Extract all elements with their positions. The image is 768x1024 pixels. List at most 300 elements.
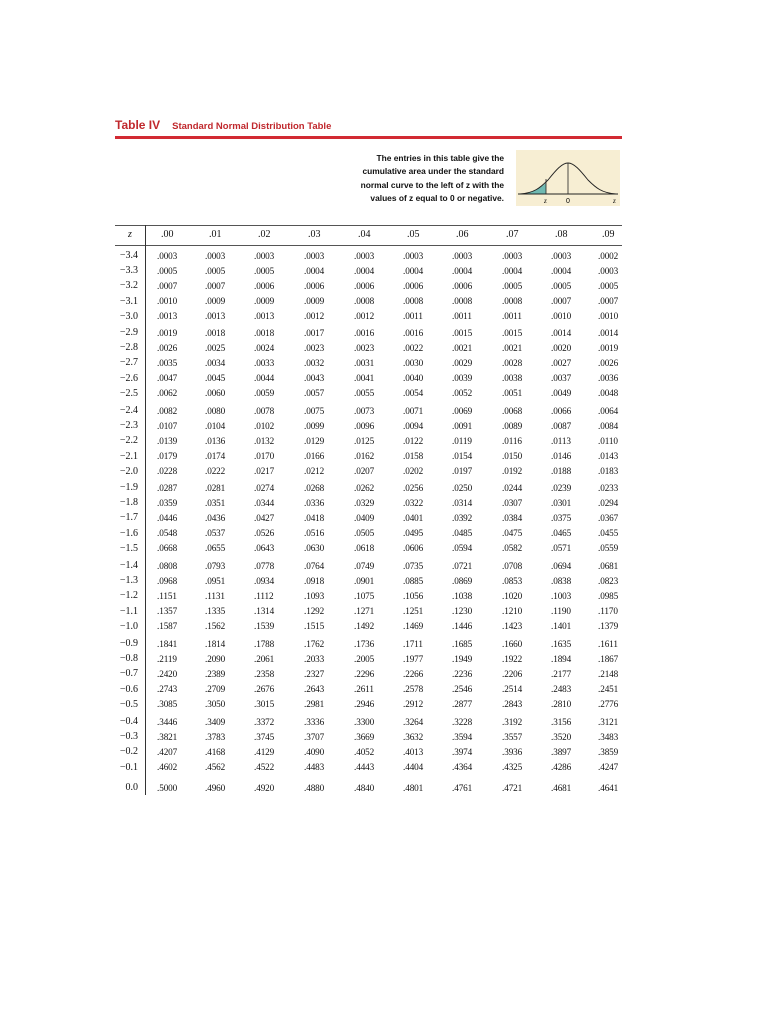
- table-cell: .0006: [304, 280, 325, 291]
- z-value: −0.8: [119, 653, 138, 665]
- table-cell: .1003: [551, 590, 572, 601]
- z-value: −2.3: [119, 420, 138, 432]
- z-value: −0.6: [119, 683, 138, 695]
- column-header: .09: [602, 229, 615, 240]
- table-cell: .0036: [598, 373, 619, 384]
- table-cell: .1093: [304, 590, 325, 601]
- z-value: −2.1: [119, 450, 138, 462]
- table-cell: .4090: [304, 746, 325, 757]
- table-cell: .0485: [452, 528, 473, 539]
- z-value: −1.7: [119, 512, 138, 524]
- table-cell: .0446: [157, 512, 178, 523]
- table-cell: .0294: [598, 497, 619, 508]
- table-cell: .0594: [452, 543, 473, 554]
- table-cell: .1314: [254, 606, 275, 617]
- table-cell: .0104: [205, 420, 226, 431]
- table-cell: .0024: [254, 342, 275, 353]
- table-cell: .2296: [354, 668, 375, 679]
- table-cell: .0179: [157, 451, 178, 462]
- table-cell: .0029: [452, 357, 473, 368]
- z-value: −1.9: [119, 482, 138, 493]
- table-cell: .0516: [304, 528, 325, 539]
- table-cell: .0015: [502, 327, 523, 338]
- table-cell: .0018: [205, 327, 226, 338]
- table-title-row: [115, 118, 331, 132]
- table-cell: .0465: [551, 528, 572, 539]
- table-cell: .0901: [354, 575, 375, 586]
- table-cell: .0080: [205, 405, 226, 416]
- table-cell: .1515: [304, 621, 325, 632]
- table-cell: .0054: [403, 388, 424, 399]
- table-cell: .0043: [304, 373, 325, 384]
- table-cell: .2611: [354, 684, 374, 695]
- table-cell: .0005: [598, 280, 619, 291]
- table-cell: .0035: [157, 357, 178, 368]
- table-cell: .2843: [502, 699, 523, 710]
- table-cell: .1660: [502, 638, 523, 649]
- table-cell: .0008: [452, 296, 473, 307]
- column-header: .06: [456, 229, 469, 240]
- table-cell: .0031: [354, 357, 375, 368]
- table-cell: .0019: [598, 342, 619, 353]
- table-cell: .0228: [157, 466, 178, 477]
- table-cell: .1711: [403, 638, 423, 649]
- z-value: −2.7: [119, 357, 138, 369]
- table-cell: .1112: [254, 590, 274, 601]
- z-value: −1.3: [119, 575, 138, 587]
- table-cell: .2389: [205, 668, 226, 679]
- table-cell: .0274: [254, 482, 275, 493]
- table-cell: .1539: [254, 621, 275, 632]
- table-cell: .0281: [205, 482, 226, 493]
- table-cell: .0004: [304, 265, 325, 276]
- table-cell: .5000: [157, 782, 178, 793]
- table-cell: .0526: [254, 528, 275, 539]
- table-cell: .0307: [502, 497, 523, 508]
- table-cell: .4207: [157, 746, 178, 757]
- table-cell: .0014: [598, 327, 619, 338]
- table-cell: .2420: [157, 668, 178, 679]
- table-cell: .0084: [598, 420, 619, 431]
- table-cell: .1814: [205, 638, 226, 649]
- table-cell: .2119: [157, 653, 177, 664]
- table-cell: .0606: [403, 543, 424, 554]
- table-cell: .2005: [354, 653, 375, 664]
- table-cell: .0071: [403, 405, 424, 416]
- table-cell: .0002: [598, 250, 619, 261]
- table-cell: .3821: [157, 731, 178, 742]
- table-cell: .4880: [304, 782, 325, 793]
- table-cell: .2912: [403, 699, 424, 710]
- table-cell: .0064: [598, 405, 619, 416]
- column-header: .03: [308, 229, 321, 240]
- column-header: .08: [555, 229, 568, 240]
- table-cell: .0078: [254, 405, 275, 416]
- table-cell: .2148: [598, 668, 619, 679]
- table-cell: .2676: [254, 684, 275, 695]
- table-cell: .2483: [551, 684, 572, 695]
- table-cell: .1977: [403, 653, 424, 664]
- table-cell: .0041: [354, 373, 375, 384]
- table-cell: .1151: [157, 590, 177, 601]
- table-cell: .0039: [452, 373, 473, 384]
- table-cell: .1685: [452, 638, 473, 649]
- table-cell: .4483: [304, 762, 325, 773]
- table-cell: .0009: [304, 296, 325, 307]
- table-cell: .0869: [452, 575, 473, 586]
- table-cell: .0008: [354, 296, 375, 307]
- z-value: −3.0: [119, 310, 138, 322]
- header-bottom-rule: [115, 245, 622, 246]
- table-cell: .0028: [502, 357, 523, 368]
- table-cell: .0011: [502, 311, 522, 322]
- table-cell: .0643: [254, 543, 275, 554]
- table-cell: .3897: [551, 746, 572, 757]
- table-cell: .0143: [598, 451, 619, 462]
- table-cell: .0427: [254, 512, 275, 523]
- table-cell: .0102: [254, 420, 275, 431]
- table-cell: .0011: [452, 311, 472, 322]
- table-cell: .3409: [205, 716, 226, 727]
- table-cell: .0068: [502, 405, 523, 416]
- table-cell: .4364: [452, 762, 473, 773]
- table-cell: .0968: [157, 575, 178, 586]
- z-value: −0.2: [119, 746, 138, 758]
- table-cell: .3446: [157, 716, 178, 727]
- table-cell: .0006: [254, 280, 275, 291]
- table-cell: .0013: [254, 311, 275, 322]
- table-cell: .0418: [304, 512, 325, 523]
- table-cell: .0011: [403, 311, 423, 322]
- table-cell: .0019: [157, 327, 178, 338]
- table-cell: .0027: [551, 357, 572, 368]
- table-cell: .0239: [551, 482, 572, 493]
- table-cell: .4247: [598, 762, 619, 773]
- table-cell: .0110: [598, 435, 618, 446]
- z-value: −0.5: [119, 698, 138, 710]
- table-cell: .0582: [502, 543, 523, 554]
- table-cell: .0853: [502, 575, 523, 586]
- table-cell: .0051: [502, 388, 523, 399]
- z-value: −2.0: [119, 465, 138, 477]
- table-cell: .1230: [452, 606, 473, 617]
- table-cell: .0681: [598, 560, 619, 571]
- z-value: −3.4: [119, 250, 138, 261]
- table-cell: .0057: [304, 388, 325, 399]
- title-rule: [115, 136, 622, 139]
- table-cell: .0045: [205, 373, 226, 384]
- table-cell: .0314: [452, 497, 473, 508]
- table-cell: .0006: [403, 280, 424, 291]
- table-cell: .3192: [502, 716, 523, 727]
- table-cell: .0301: [551, 497, 572, 508]
- table-cell: .0375: [551, 512, 572, 523]
- table-cell: .0287: [157, 482, 178, 493]
- table-cell: .2177: [551, 668, 572, 679]
- table-cell: .0655: [205, 543, 226, 554]
- table-cell: .1894: [551, 653, 572, 664]
- table-cell: .3936: [502, 746, 523, 757]
- z-value: −2.6: [119, 372, 138, 384]
- table-cell: .4404: [403, 762, 424, 773]
- table-cell: .4052: [354, 746, 375, 757]
- table-cell: .3974: [452, 746, 473, 757]
- z-value: −2.9: [119, 327, 138, 338]
- table-cell: .0336: [304, 497, 325, 508]
- z-value: −3.3: [119, 265, 138, 277]
- table-cell: .0004: [354, 265, 375, 276]
- table-cell: .4325: [502, 762, 523, 773]
- table-cell: .0006: [354, 280, 375, 291]
- table-cell: .0537: [205, 528, 226, 539]
- table-cell: .0559: [598, 543, 619, 554]
- table-cell: .0003: [403, 250, 424, 261]
- table-cell: .0005: [157, 265, 178, 276]
- table-cell: .0119: [452, 435, 472, 446]
- table-cell: .0764: [304, 560, 325, 571]
- table-cell: .2206: [502, 668, 523, 679]
- table-cell: .0023: [304, 342, 325, 353]
- table-cell: .4840: [354, 782, 375, 793]
- table-cell: .0793: [205, 560, 226, 571]
- table-cell: .1922: [502, 653, 523, 664]
- table-cell: .0009: [205, 296, 226, 307]
- table-cell: .0174: [205, 451, 226, 462]
- table-cell: .4960: [205, 782, 226, 793]
- table-cell: .3483: [598, 731, 619, 742]
- table-cell: .1446: [452, 621, 473, 632]
- table-cell: .0004: [452, 265, 473, 276]
- table-cell: .2578: [403, 684, 424, 695]
- table-cell: .0158: [403, 451, 424, 462]
- table-cell: .0044: [254, 373, 275, 384]
- table-cell: .0359: [157, 497, 178, 508]
- table-cell: .1562: [205, 621, 226, 632]
- table-cell: .0006: [452, 280, 473, 291]
- table-cell: .4641: [598, 782, 619, 793]
- z-value: −1.6: [119, 527, 138, 539]
- table-cell: .0060: [205, 388, 226, 399]
- table-cell: .3300: [354, 716, 375, 727]
- graph-z-left-label: z: [544, 197, 547, 205]
- table-cell: .1271: [354, 606, 375, 617]
- table-cell: .0007: [598, 296, 619, 307]
- table-cell: .1469: [403, 621, 424, 632]
- table-cell: .0322: [403, 497, 424, 508]
- table-cell: .0170: [254, 451, 275, 462]
- column-header: .01: [209, 229, 222, 240]
- table-cell: .0107: [157, 420, 178, 431]
- z-value: 0.0: [125, 782, 138, 793]
- table-cell: .0183: [598, 466, 619, 477]
- table-cell: .0985: [598, 590, 619, 601]
- table-cell: .0749: [354, 560, 375, 571]
- table-cell: .0885: [403, 575, 424, 586]
- table-cell: .0059: [254, 388, 275, 399]
- table-cell: .3121: [598, 716, 619, 727]
- table-cell: .3594: [452, 731, 473, 742]
- table-cell: .0207: [354, 466, 375, 477]
- table-cell: .0010: [598, 311, 619, 322]
- table-cell: .0012: [304, 311, 325, 322]
- table-cell: .0014: [551, 327, 572, 338]
- table-cell: .0089: [502, 420, 523, 431]
- table-cell: .0250: [452, 482, 473, 493]
- table-cell: .4920: [254, 782, 275, 793]
- table-cell: .3372: [254, 716, 275, 727]
- z-value: −1.4: [119, 560, 138, 571]
- table-cell: .1949: [452, 653, 473, 664]
- table-cell: .0113: [551, 435, 571, 446]
- table-cell: .0073: [354, 405, 375, 416]
- table-cell: .0026: [598, 357, 619, 368]
- table-cell: .0003: [157, 250, 178, 261]
- table-cell: .0075: [304, 405, 325, 416]
- table-cell: .2546: [452, 684, 473, 695]
- table-cell: .0004: [403, 265, 424, 276]
- table-cell: .0007: [205, 280, 226, 291]
- table-cell: .0455: [598, 528, 619, 539]
- table-cell: .4602: [157, 762, 178, 773]
- table-cell: .4129: [254, 746, 275, 757]
- table-cell: .0052: [452, 388, 473, 399]
- table-title: Table IV: [115, 118, 161, 132]
- table-cell: .4168: [205, 746, 226, 757]
- table-cell: .1056: [403, 590, 424, 601]
- table-cell: .4562: [205, 762, 226, 773]
- z-value: −2.8: [119, 342, 138, 354]
- table-cell: .0008: [502, 296, 523, 307]
- table-cell: .0040: [403, 373, 424, 384]
- table-cell: .2451: [598, 684, 619, 695]
- table-cell: .0154: [452, 451, 473, 462]
- table-cell: .0030: [403, 357, 424, 368]
- z-value: −1.1: [119, 605, 138, 617]
- table-cell: .2776: [598, 699, 619, 710]
- table-cell: .0139: [157, 435, 178, 446]
- table-cell: .2266: [403, 668, 424, 679]
- table-cell: .0010: [551, 311, 572, 322]
- table-cell: .0116: [502, 435, 522, 446]
- table-cell: .0005: [502, 280, 523, 291]
- table-cell: .0091: [452, 420, 473, 431]
- table-cell: .1587: [157, 621, 178, 632]
- table-cell: .0262: [354, 482, 375, 493]
- table-cell: .2090: [205, 653, 226, 664]
- table-cell: .3050: [205, 699, 226, 710]
- table-cell: .2981: [304, 699, 325, 710]
- table-cell: .0007: [157, 280, 178, 291]
- table-cell: .0475: [502, 528, 523, 539]
- table-cell: .1867: [598, 653, 619, 664]
- table-cell: .4801: [403, 782, 424, 793]
- table-cell: .0918: [304, 575, 325, 586]
- table-cell: .1788: [254, 638, 275, 649]
- table-cell: .1210: [502, 606, 523, 617]
- table-cell: .0096: [354, 420, 375, 431]
- z-value: −1.2: [119, 590, 138, 602]
- table-cell: .0049: [551, 388, 572, 399]
- z-column-header: z: [128, 229, 132, 240]
- table-cell: .4681: [551, 782, 572, 793]
- table-cell: .4443: [354, 762, 375, 773]
- table-cell: .0025: [205, 342, 226, 353]
- table-cell: .0003: [598, 265, 619, 276]
- table-cell: .0735: [403, 560, 424, 571]
- table-cell: .1401: [551, 621, 572, 632]
- table-cell: .0122: [403, 435, 424, 446]
- z-column-divider: [145, 225, 146, 795]
- table-cell: .1357: [157, 606, 178, 617]
- table-cell: .0268: [304, 482, 325, 493]
- table-cell: .0166: [304, 451, 325, 462]
- table-description: The entries in this table give the cumulative area under the standard normal curve to the left of z with the values of z equal to 0 or negative.: [360, 153, 504, 204]
- table-cell: .0495: [403, 528, 424, 539]
- table-cell: .0003: [254, 250, 275, 261]
- table-cell: .0392: [452, 512, 473, 523]
- table-cell: .1379: [598, 621, 619, 632]
- table-cell: .3745: [254, 731, 275, 742]
- z-value: −0.4: [119, 716, 138, 727]
- table-cell: .0026: [157, 342, 178, 353]
- z-value: −0.3: [119, 731, 138, 743]
- table-cell: .0934: [254, 575, 275, 586]
- table-cell: .0694: [551, 560, 572, 571]
- table-cell: .0003: [205, 250, 226, 261]
- table-cell: .0197: [452, 466, 473, 477]
- table-cell: .0233: [598, 482, 619, 493]
- table-cell: .0003: [304, 250, 325, 261]
- table-cell: .0069: [452, 405, 473, 416]
- table-cell: .0066: [551, 405, 572, 416]
- table-cell: .0015: [452, 327, 473, 338]
- table-cell: .0012: [354, 311, 375, 322]
- normal-curve-figure: [516, 150, 620, 206]
- table-cell: .0838: [551, 575, 572, 586]
- table-cell: .0548: [157, 528, 178, 539]
- table-cell: .1635: [551, 638, 572, 649]
- table-cell: .0047: [157, 373, 178, 384]
- z-value: −3.1: [119, 295, 138, 307]
- table-cell: .0033: [254, 357, 275, 368]
- table-cell: .0082: [157, 405, 178, 416]
- z-value: −0.7: [119, 668, 138, 680]
- table-cell: .0571: [551, 543, 572, 554]
- table-cell: .0005: [551, 280, 572, 291]
- table-cell: .4286: [551, 762, 572, 773]
- z-value: −3.2: [119, 280, 138, 292]
- table-cell: .0401: [403, 512, 424, 523]
- table-cell: .0188: [551, 466, 572, 477]
- table-cell: .0823: [598, 575, 619, 586]
- table-cell: .0017: [304, 327, 325, 338]
- z-value: −1.8: [119, 497, 138, 509]
- table-cell: .0808: [157, 560, 178, 571]
- table-cell: .0162: [354, 451, 375, 462]
- table-cell: .0344: [254, 497, 275, 508]
- table-cell: .4761: [452, 782, 473, 793]
- table-cell: .1611: [598, 638, 618, 649]
- table-cell: .0351: [205, 497, 226, 508]
- table-cell: .0023: [354, 342, 375, 353]
- table-cell: .0409: [354, 512, 375, 523]
- table-cell: .0329: [354, 497, 375, 508]
- table-cell: .0721: [452, 560, 473, 571]
- table-cell: .1038: [452, 590, 473, 601]
- table-cell: .3156: [551, 716, 572, 727]
- table-cell: .0087: [551, 420, 572, 431]
- table-cell: .0003: [452, 250, 473, 261]
